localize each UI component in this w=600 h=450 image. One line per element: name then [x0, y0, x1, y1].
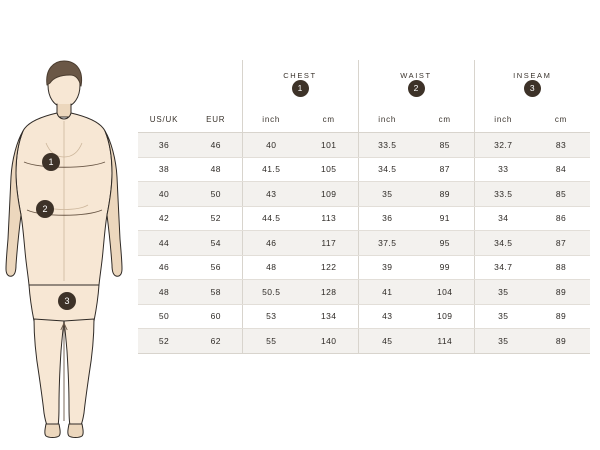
table-row: [138, 182, 590, 207]
table-row: [138, 280, 590, 305]
table-row: [138, 231, 590, 256]
cell-chest-cm: 140: [300, 329, 358, 354]
table-row: [138, 157, 590, 182]
cell-size: 50: [138, 304, 190, 329]
table-row: [138, 255, 590, 280]
cell-waist-inch: 36: [358, 206, 416, 231]
cell-inseam-cm: 85: [532, 182, 590, 207]
cell-waist-inch: 45: [358, 329, 416, 354]
cell-waist-inch: 33.5: [358, 133, 416, 158]
size-table-body: [138, 133, 590, 354]
cell-size: 48: [138, 280, 190, 305]
cell-waist-cm: 109: [416, 304, 474, 329]
header-waist-inch: inch: [358, 106, 416, 133]
group-title-waist: WAIST: [358, 60, 474, 80]
size-table-container: [138, 60, 590, 354]
cell-waist-inch: 35: [358, 182, 416, 207]
body-figure-illustration: [0, 55, 130, 445]
group-badge-row: [138, 80, 590, 106]
header-chest-inch: inch: [242, 106, 300, 133]
cell-eur: 60: [190, 304, 242, 329]
cell-waist-inch: 37.5: [358, 231, 416, 256]
cell-eur: 58: [190, 280, 242, 305]
header-eur: EUR: [190, 106, 242, 133]
cell-inseam-inch: 35: [474, 304, 532, 329]
cell-chest-cm: 109: [300, 182, 358, 207]
cell-eur: 56: [190, 255, 242, 280]
badge-cell-inseam: [474, 80, 590, 106]
cell-chest-inch: 48: [242, 255, 300, 280]
group-title-chest: CHEST: [242, 60, 358, 80]
cell-waist-cm: 95: [416, 231, 474, 256]
table-row: [138, 304, 590, 329]
cell-chest-inch: 44.5: [242, 206, 300, 231]
cell-eur: 52: [190, 206, 242, 231]
header-waist-cm: cm: [416, 106, 474, 133]
cell-inseam-cm: 89: [532, 304, 590, 329]
badge-waist: 2: [408, 80, 425, 97]
cell-inseam-cm: 89: [532, 280, 590, 305]
header-inseam-cm: cm: [532, 106, 590, 133]
cell-chest-inch: 53: [242, 304, 300, 329]
cell-inseam-inch: 34.7: [474, 255, 532, 280]
cell-chest-cm: 101: [300, 133, 358, 158]
cell-chest-inch: 55: [242, 329, 300, 354]
cell-eur: 46: [190, 133, 242, 158]
cell-inseam-cm: 84: [532, 157, 590, 182]
cell-chest-inch: 40: [242, 133, 300, 158]
cell-chest-inch: 46: [242, 231, 300, 256]
cell-waist-inch: 41: [358, 280, 416, 305]
cell-waist-inch: 43: [358, 304, 416, 329]
marker-inseam: 3: [58, 292, 76, 310]
cell-size: 42: [138, 206, 190, 231]
cell-waist-cm: 89: [416, 182, 474, 207]
spacer-cell-eur: [190, 60, 242, 80]
cell-inseam-cm: 88: [532, 255, 590, 280]
header-inseam-inch: inch: [474, 106, 532, 133]
cell-chest-cm: 105: [300, 157, 358, 182]
cell-eur: 50: [190, 182, 242, 207]
header-us-uk: US/UK: [138, 106, 190, 133]
cell-inseam-inch: 32.7: [474, 133, 532, 158]
cell-inseam-inch: 34.5: [474, 231, 532, 256]
cell-chest-cm: 113: [300, 206, 358, 231]
cell-inseam-cm: 87: [532, 231, 590, 256]
cell-chest-inch: 50.5: [242, 280, 300, 305]
spacer-cell-size: [138, 60, 190, 80]
cell-waist-cm: 85: [416, 133, 474, 158]
cell-waist-cm: 87: [416, 157, 474, 182]
cell-chest-inch: 41.5: [242, 157, 300, 182]
cell-inseam-inch: 34: [474, 206, 532, 231]
table-row: [138, 133, 590, 158]
badge-cell-chest: [242, 80, 358, 106]
column-header-row: [138, 106, 590, 133]
cell-inseam-cm: 89: [532, 329, 590, 354]
cell-chest-cm: 128: [300, 280, 358, 305]
cell-size: 36: [138, 133, 190, 158]
table-row: [138, 206, 590, 231]
cell-chest-cm: 122: [300, 255, 358, 280]
cell-size: 46: [138, 255, 190, 280]
group-title-inseam: INSEAM: [474, 60, 590, 80]
cell-size: 44: [138, 231, 190, 256]
marker-chest: 1: [42, 153, 60, 171]
cell-chest-inch: 43: [242, 182, 300, 207]
cell-waist-cm: 104: [416, 280, 474, 305]
cell-inseam-inch: 33.5: [474, 182, 532, 207]
badge-chest: 1: [292, 80, 309, 97]
body-figure: [0, 55, 130, 445]
cell-size: 52: [138, 329, 190, 354]
cell-size: 38: [138, 157, 190, 182]
cell-waist-cm: 114: [416, 329, 474, 354]
cell-inseam-inch: 35: [474, 280, 532, 305]
cell-chest-cm: 134: [300, 304, 358, 329]
cell-waist-inch: 34.5: [358, 157, 416, 182]
table-row: [138, 329, 590, 354]
cell-inseam-cm: 83: [532, 133, 590, 158]
group-title-row: [138, 60, 590, 80]
badge-inseam: 3: [524, 80, 541, 97]
cell-eur: 48: [190, 157, 242, 182]
cell-eur: 54: [190, 231, 242, 256]
size-table: [138, 60, 590, 354]
cell-inseam-cm: 86: [532, 206, 590, 231]
header-chest-cm: cm: [300, 106, 358, 133]
marker-waist: 2: [36, 200, 54, 218]
spacer-cell-size-2: [138, 80, 190, 106]
badge-cell-waist: [358, 80, 474, 106]
cell-chest-cm: 117: [300, 231, 358, 256]
cell-waist-inch: 39: [358, 255, 416, 280]
cell-inseam-inch: 35: [474, 329, 532, 354]
cell-eur: 62: [190, 329, 242, 354]
spacer-cell-eur-2: [190, 80, 242, 106]
cell-size: 40: [138, 182, 190, 207]
cell-inseam-inch: 33: [474, 157, 532, 182]
cell-waist-cm: 99: [416, 255, 474, 280]
cell-waist-cm: 91: [416, 206, 474, 231]
